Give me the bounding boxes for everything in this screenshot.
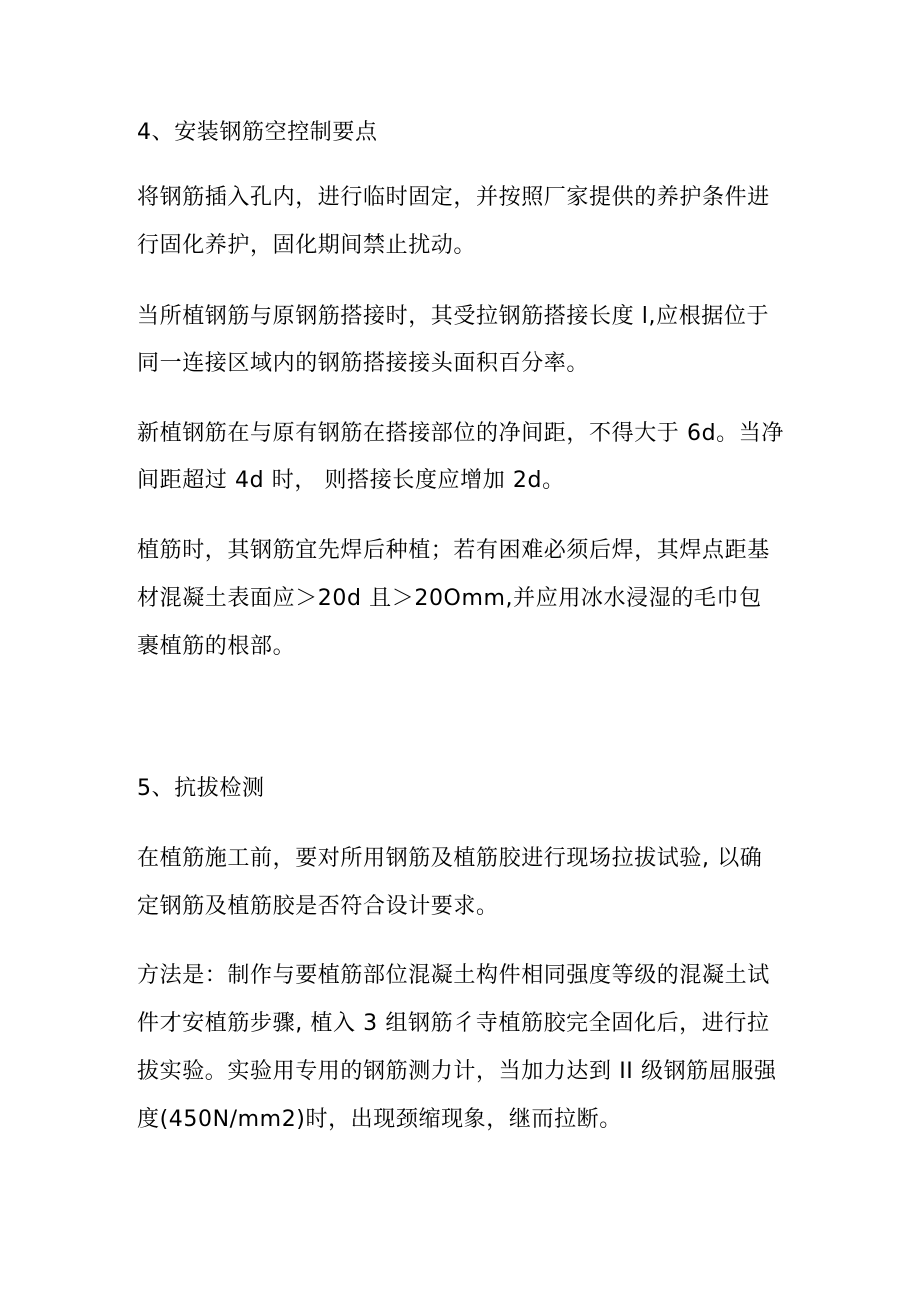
- s4-p3-line-1: 新植钢筋在与原有钢筋在搭接部位的净间距，不得大于 6d。当净: [137, 421, 784, 446]
- s4-p4-line-3: 裹植筋的根部。: [137, 634, 296, 659]
- s4-p1-line-1: 将钢筋插入孔内，进行临时固定，并按照厂家提供的养护条件进: [137, 185, 770, 210]
- section-4-heading: 4、安装钢筋空控制要点: [137, 120, 378, 145]
- s5-p1-line-1: 在植筋施工前，要对所用钢筋及植筋胶进行现场拉拔试验, 以确: [137, 846, 763, 871]
- s5-p2-line-3: 拔实验。实验用专用的钢筋测力计，当加力达到 II 级钢筋屈服强: [137, 1059, 777, 1084]
- section-5-heading: 5、抗拔检测: [137, 776, 265, 801]
- s4-p3-line-2: 间距超过 4d 时， 则搭接长度应增加 2d。: [137, 468, 565, 493]
- s4-p2-line-2: 同一连接区域内的钢筋搭接接头面积百分率。: [137, 351, 590, 376]
- s5-p2-line-4: 度(450N/mm2)时，出现颈缩现象，继而拉断。: [137, 1107, 622, 1132]
- s4-p2-line-1: 当所植钢筋与原钢筋搭接时，其受拉钢筋搭接长度 l,应根据位于: [137, 304, 770, 329]
- s4-p4-line-1: 植筋时，其钢筋宜先焊后种植；若有困难必须后焊，其焊点距基: [137, 538, 770, 563]
- s5-p2-line-2: 件才安植筋步骤, 植入 3 组钢筋彳寺植筋胶完全固化后，进行拉: [137, 1011, 770, 1036]
- s5-p2-line-1: 方法是：制作与要植筋部位混凝土构件相同强度等级的混凝土试: [137, 963, 770, 988]
- s4-p1-line-2: 行固化养护，固化期间禁止扰动。: [137, 233, 477, 258]
- s5-p1-line-2: 定钢筋及植筋胶是否符合设计要求。: [137, 894, 499, 919]
- s4-p4-line-2: 材混凝土表面应＞20d 且＞20Omm,并应用冰水浸湿的毛巾包: [137, 586, 762, 611]
